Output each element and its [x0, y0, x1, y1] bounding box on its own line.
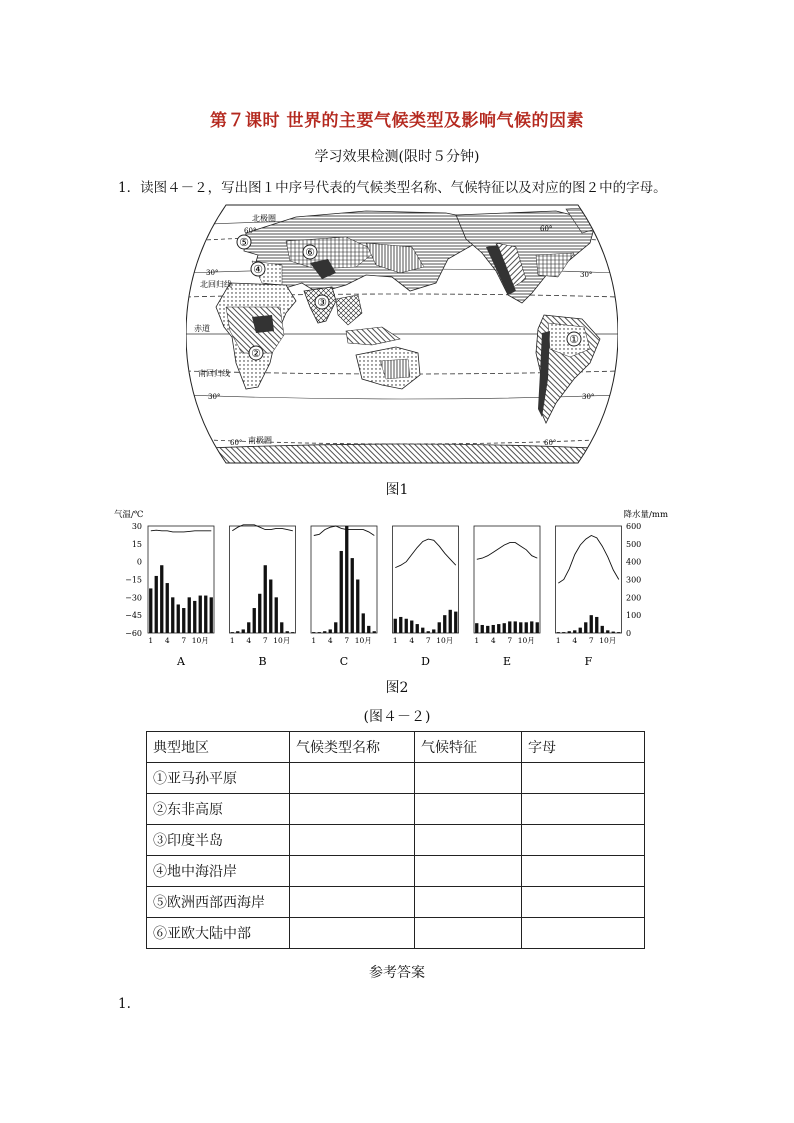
lat-30s-left: 30° — [208, 393, 221, 401]
letter-cell[interactable] — [522, 918, 645, 949]
marker-4 — [251, 262, 265, 276]
month-tick-label: 7 — [507, 636, 513, 645]
temp-tick-label: 30 — [131, 522, 142, 531]
figure-caption: (图４－２) — [363, 709, 431, 725]
precip-bar-B-10 — [280, 622, 283, 633]
chart-letter-B: B — [258, 655, 267, 668]
tropic-capricorn-label: 南回归线 — [198, 369, 230, 378]
features-cell[interactable] — [415, 887, 522, 918]
month-tick-label: 4 — [327, 636, 333, 645]
letter-cell[interactable] — [522, 856, 645, 887]
precip-bar-F-2 — [562, 632, 565, 633]
precip-bar-F-4 — [573, 630, 576, 633]
precip-bar-B-5 — [253, 608, 256, 633]
precip-bar-D-9 — [438, 622, 441, 633]
climate-type-cell[interactable] — [290, 918, 415, 949]
region-cell: ⑤欧洲西部西海岸 — [147, 887, 290, 918]
figure2-caption: 图2 — [385, 680, 409, 696]
precip-bar-E-4 — [492, 625, 495, 633]
month-tick-label: 1 — [148, 636, 154, 645]
precip-tick-label: 500 — [626, 539, 642, 549]
temp-tick-label: 0 — [136, 557, 142, 567]
climate-type-cell[interactable] — [290, 825, 415, 856]
precip-bar-E-10 — [525, 622, 528, 633]
chart-letter-A: A — [177, 655, 185, 668]
answer-table — [146, 731, 645, 949]
precip-bar-A-2 — [155, 576, 158, 633]
svg-text:⑥: ⑥ — [305, 246, 315, 259]
precip-tick-label: 600 — [626, 522, 642, 531]
precip-tick-label: 400 — [626, 557, 642, 567]
month-tick-label: 4 — [246, 636, 252, 645]
precip-bar-C-8 — [351, 558, 354, 633]
precip-bar-F-10 — [606, 630, 609, 633]
precip-tick-label: 200 — [626, 593, 642, 603]
antarctic-circle-label: 南极圈 — [248, 436, 272, 445]
region-cell: ①亚马孙平原 — [147, 763, 290, 794]
precip-bar-C-4 — [329, 629, 332, 633]
month-tick-label: 7 — [344, 636, 350, 645]
letter-cell[interactable] — [522, 887, 645, 918]
precip-bar-A-1 — [149, 588, 152, 633]
month-tick-label: 1 — [311, 636, 317, 645]
temp-axis-label: 气温/℃ — [114, 510, 144, 520]
marker-5 — [237, 235, 251, 249]
precip-bar-B-1 — [231, 632, 234, 633]
precip-bar-C-3 — [323, 631, 326, 633]
precip-bar-D-11 — [449, 610, 452, 633]
precip-bar-E-5 — [497, 624, 500, 633]
header-climate-type: 气候类型名称 — [290, 732, 415, 763]
features-cell[interactable] — [415, 918, 522, 949]
month-tick-label: 10月 — [436, 636, 454, 645]
precip-bar-E-11 — [530, 621, 533, 633]
section-subtitle: 学习效果检测(限时５分钟) — [314, 149, 480, 165]
precip-bar-A-7 — [182, 608, 185, 633]
precip-bar-C-7 — [345, 526, 348, 633]
header-region: 典型地区 — [147, 732, 290, 763]
temp-tick-label: −15 — [125, 575, 142, 585]
world-climate-map — [186, 203, 618, 465]
month-tick-label: 7 — [425, 636, 431, 645]
lat-60s-right: 60° — [544, 439, 557, 447]
header-features: 气候特征 — [415, 732, 522, 763]
precip-bar-C-11 — [367, 626, 370, 633]
precip-bar-D-5 — [416, 624, 419, 633]
precip-bar-A-11 — [204, 596, 207, 633]
marker-6 — [303, 245, 317, 259]
precip-bar-C-1 — [312, 632, 315, 633]
lat-30n-right: 30° — [580, 271, 593, 279]
precip-bar-B-7 — [264, 565, 267, 633]
svg-text:④: ④ — [253, 263, 263, 276]
precip-bar-E-6 — [503, 623, 506, 633]
precip-bar-E-7 — [508, 621, 511, 633]
precip-bar-F-5 — [579, 628, 582, 633]
table-row — [147, 887, 645, 918]
month-tick-label: 1 — [555, 636, 561, 645]
precip-bar-D-2 — [399, 617, 402, 633]
chart-frame-B — [230, 526, 296, 633]
precip-bar-D-4 — [410, 621, 413, 633]
precip-bar-E-2 — [481, 625, 484, 633]
precip-bar-D-7 — [427, 631, 430, 633]
region-cell: ⑥亚欧大陆中部 — [147, 918, 290, 949]
chart-letter-E: E — [502, 655, 512, 668]
features-cell[interactable] — [415, 856, 522, 887]
month-tick-label: 10月 — [354, 636, 372, 645]
svg-text:②: ② — [251, 347, 261, 360]
precip-bar-F-12 — [617, 632, 620, 633]
precip-bar-C-10 — [362, 613, 365, 633]
precip-bar-B-2 — [236, 631, 239, 633]
chart-frame-E — [474, 526, 540, 633]
month-tick-label: 10月 — [517, 636, 535, 645]
precip-bar-B-8 — [269, 580, 272, 634]
precip-bar-E-8 — [514, 621, 517, 633]
precip-bar-C-12 — [373, 631, 376, 633]
precip-bar-D-1 — [394, 619, 397, 633]
letter-cell[interactable] — [522, 794, 645, 825]
lat-60s-left: 60° — [230, 439, 243, 447]
month-tick-label: 10月 — [599, 636, 617, 645]
letter-cell[interactable] — [522, 825, 645, 856]
table-row — [147, 918, 645, 949]
features-cell[interactable] — [415, 763, 522, 794]
month-tick-label: 10月 — [191, 636, 209, 645]
tropic-cancer-label: 北回归线 — [200, 280, 232, 289]
precip-bar-C-9 — [356, 580, 359, 634]
question-text: 1．读图４－２，写出图１中序号代表的气候类型名称、气候特征以及对应的图２中的字母。 — [118, 180, 667, 196]
climate-type-cell[interactable] — [290, 856, 415, 887]
precip-tick-label: 300 — [626, 575, 642, 585]
lat-60n-left: 60° — [244, 227, 257, 235]
region-cell: ④地中海沿岸 — [147, 856, 290, 887]
arctic-circle-label: 北极圈 — [252, 214, 276, 223]
marker-1 — [567, 332, 581, 346]
temp-tick-label: −45 — [125, 611, 142, 621]
precip-bar-A-5 — [171, 597, 174, 633]
month-tick-label: 7 — [588, 636, 594, 645]
answer-key-title: 参考答案 — [369, 965, 425, 981]
chart-letter-F: F — [584, 655, 593, 668]
svg-text:①: ① — [569, 333, 579, 346]
svg-text:⑤: ⑤ — [239, 236, 249, 249]
month-tick-label: 4 — [572, 636, 578, 645]
precip-bar-E-3 — [486, 626, 489, 633]
month-tick-label: 4 — [409, 636, 415, 645]
temp-tick-label: −30 — [125, 593, 142, 603]
marker-3 — [315, 295, 329, 309]
precip-bar-D-10 — [443, 615, 446, 633]
precip-bar-A-6 — [177, 604, 180, 633]
precip-tick-label: 0 — [626, 629, 632, 638]
month-tick-label: 10月 — [273, 636, 291, 645]
table-row — [147, 794, 645, 825]
precip-bar-F-1 — [557, 632, 560, 633]
precip-bar-C-5 — [334, 622, 337, 633]
precip-bar-A-9 — [193, 601, 196, 633]
temp-tick-label: −60 — [125, 629, 142, 638]
precip-bar-F-11 — [612, 632, 615, 633]
table-header-row — [147, 732, 645, 763]
climate-type-cell[interactable] — [290, 763, 415, 794]
marker-2 — [249, 346, 263, 360]
features-cell[interactable] — [415, 794, 522, 825]
chart-frame-F — [556, 526, 622, 633]
precip-bar-B-11 — [286, 631, 289, 633]
precip-bar-D-12 — [454, 612, 457, 633]
precip-bar-E-1 — [475, 623, 478, 633]
precip-bar-B-4 — [247, 622, 250, 633]
figure1-caption: 图1 — [385, 482, 409, 498]
letter-cell[interactable] — [522, 763, 645, 794]
table-row — [147, 825, 645, 856]
chart-letter-D: D — [421, 655, 430, 668]
precip-bar-B-9 — [275, 597, 278, 633]
svg-text:③: ③ — [317, 296, 327, 309]
precip-bar-B-12 — [291, 632, 294, 633]
month-tick-label: 7 — [262, 636, 268, 645]
precip-bar-F-6 — [584, 622, 587, 633]
lat-30n-left: 30° — [206, 269, 219, 277]
climate-type-cell[interactable] — [290, 794, 415, 825]
precip-bar-A-4 — [166, 583, 169, 633]
precip-axis-label: 降水量/mm — [623, 510, 668, 520]
precip-bar-E-9 — [519, 622, 522, 633]
climate-charts — [110, 506, 670, 672]
precip-bar-C-2 — [318, 632, 321, 633]
month-tick-label: 1 — [229, 636, 235, 645]
lat-30s-right: 30° — [582, 393, 595, 401]
month-tick-label: 1 — [392, 636, 398, 645]
lat-60n-right: 60° — [540, 225, 553, 233]
precip-bar-F-7 — [590, 615, 593, 633]
chart-letter-C: C — [339, 655, 349, 668]
precip-bar-D-8 — [432, 629, 435, 633]
region-cell: ②东非高原 — [147, 794, 290, 825]
precip-bar-A-12 — [210, 597, 213, 633]
precip-tick-label: 100 — [626, 611, 642, 621]
climate-type-cell[interactable] — [290, 887, 415, 918]
month-tick-label: 1 — [474, 636, 480, 645]
features-cell[interactable] — [415, 825, 522, 856]
temp-tick-label: 15 — [131, 539, 142, 549]
month-tick-label: 4 — [164, 636, 170, 645]
equator-label: 赤道 — [194, 324, 210, 333]
precip-bar-B-6 — [258, 594, 261, 633]
precip-bar-E-12 — [536, 622, 539, 633]
table-row — [147, 856, 645, 887]
precip-bar-D-3 — [405, 619, 408, 633]
precip-bar-B-3 — [242, 629, 245, 633]
month-tick-label: 4 — [490, 636, 496, 645]
header-letter: 字母 — [522, 732, 645, 763]
page-title: 第７课时 世界的主要气候类型及影响气候的因素 — [210, 111, 584, 131]
precip-bar-F-8 — [595, 617, 598, 633]
precip-bar-D-6 — [421, 628, 424, 633]
precip-bar-A-3 — [160, 565, 163, 633]
month-tick-label: 7 — [181, 636, 187, 645]
precip-bar-A-8 — [188, 597, 191, 633]
chart-frame-C — [311, 526, 377, 633]
precip-bar-F-3 — [568, 631, 571, 633]
region-cell: ③印度半岛 — [147, 825, 290, 856]
precip-bar-F-9 — [601, 626, 604, 633]
precip-bar-C-6 — [340, 551, 343, 633]
answer-number: 1. — [118, 996, 131, 1012]
precip-bar-A-10 — [199, 596, 202, 633]
table-row — [147, 763, 645, 794]
